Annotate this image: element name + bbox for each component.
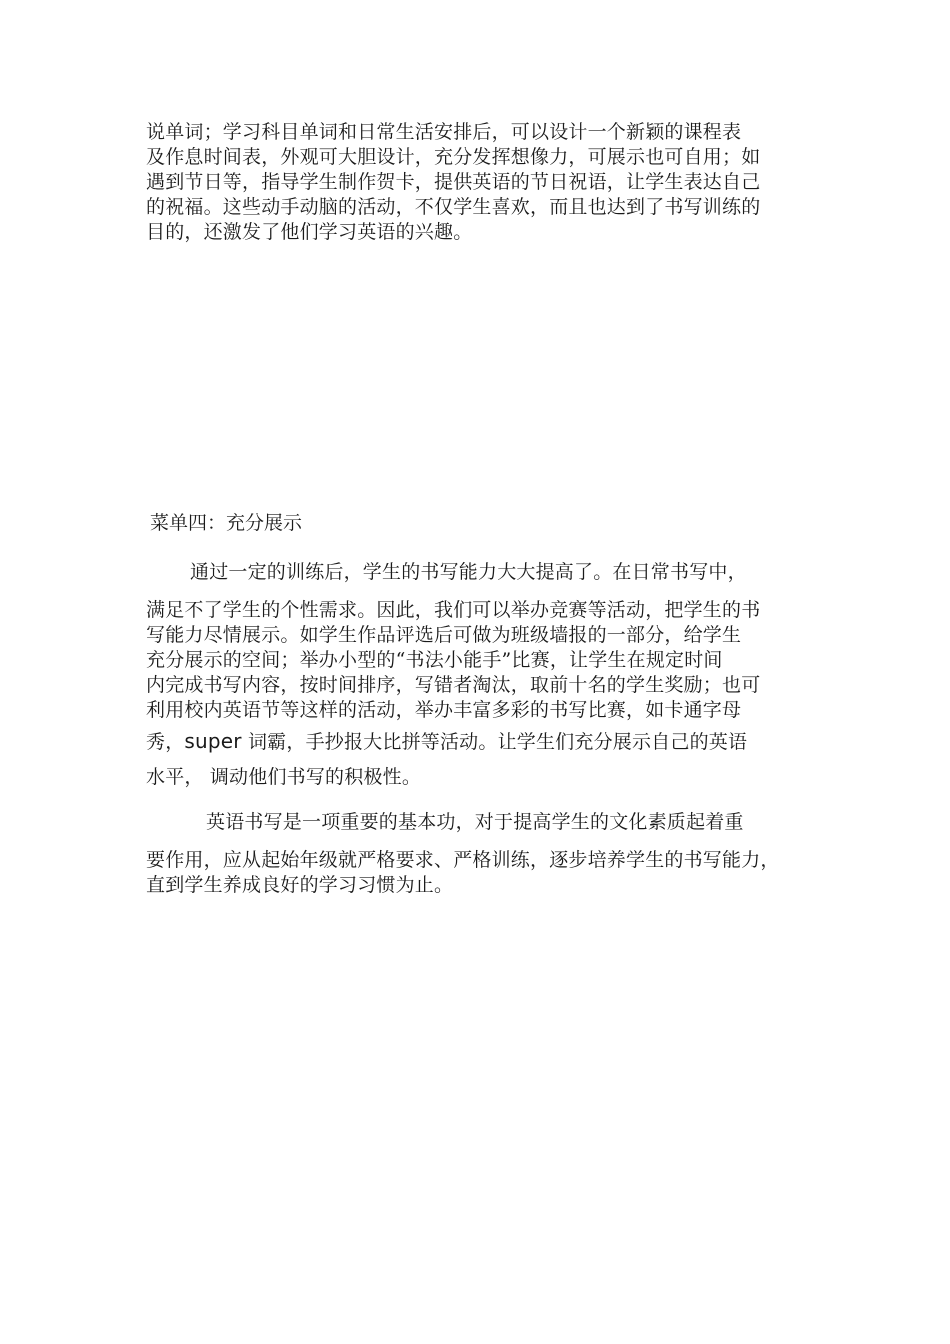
text-line: 要作用，应从起始年级就严格要求、严格训练，逐步培养学生的书写能力， xyxy=(146,849,780,871)
text-line: 目的，还激发了他们学习英语的兴趣。 xyxy=(146,221,473,243)
text-fragment: 秀， xyxy=(146,731,185,753)
latin-word: super xyxy=(184,729,242,753)
text-line: 直到学生养成良好的学习习惯为止。 xyxy=(146,874,454,896)
text-line: 写能力尽情展示。如学生作品评选后可做为班级墙报的一部分，给学生 xyxy=(146,624,742,646)
text-line-super xyxy=(146,723,816,759)
text-line: 水平， 调动他们书写的积极性。 xyxy=(146,766,422,788)
text-line: 满足不了学生的个性需求。因此，我们可以举办竞赛等活动，把学生的书 xyxy=(146,599,761,621)
paragraph-end xyxy=(146,810,816,898)
text-line: 利用校内英语节等这样的活动，举办丰富多彩的书写比赛，如卡通字母 xyxy=(146,699,742,721)
paragraph-top xyxy=(146,120,816,245)
text-line-indented: 通过一定的训练后，学生的书写能力大大提高了。在日常书写中， xyxy=(190,561,747,583)
text-line-indented: 英语书写是一项重要的基本功，对于提高学生的文化素质起着重 xyxy=(206,811,744,833)
text-fragment: 词霸，手抄报大比拼等活动。让学生们充分展示自己的英语 xyxy=(241,731,748,753)
text-line: 的祝福。这些动手动脑的活动，不仅学生喜欢，而且也达到了书写训练的 xyxy=(146,196,761,218)
section-heading: 菜单四：充分展示 xyxy=(150,512,303,534)
text-line: 遇到节日等，指导学生制作贺卡，提供英语的节日祝语，让学生表达自己 xyxy=(146,171,761,193)
text-line: 及作息时间表，外观可大胆设计，充分发挥想像力，可展示也可自用；如 xyxy=(146,146,761,168)
text-line: 充分展示的空间；举办小型的“书法小能手”比赛，让学生在规定时间 xyxy=(146,649,723,671)
text-line: 内完成书写内容，按时间排序，写错者淘汰，取前十名的学生奖励；也可 xyxy=(146,674,761,696)
text-line: 说单词；学习科目单词和日常生活安排后，可以设计一个新颖的课程表 xyxy=(146,121,742,143)
paragraph-show xyxy=(146,560,816,795)
